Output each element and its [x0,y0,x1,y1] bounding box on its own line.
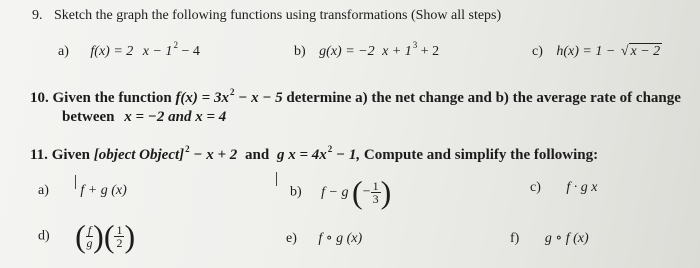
q10-line1 [30,87,681,107]
q11b-fraction [371,180,381,205]
q9b-exp: 3 [412,40,418,50]
q11b-sign: − [362,184,371,200]
q11-and: and [245,147,270,163]
q10-between: between [62,109,115,125]
q9a-expr: f(x) = 2 [90,44,134,59]
q9a-mid: x − 1 [142,44,173,59]
q9a-label: a) [58,44,69,59]
q9a-exp: 2 [173,40,178,50]
q9b-mid: x + 1 [382,44,412,59]
q11e [286,230,362,247]
q11d-num1: f [87,223,92,237]
q10-post: determine a) the net change and b) the average rate of change [286,90,681,106]
q11-f-tail: − x + 2 [189,147,238,163]
q9-text: Sketch the graph the following functions using transformations (Show all steps) [54,8,502,23]
q11c-label: c) [530,180,541,195]
q10-func: f(x) = 3x [175,90,229,106]
q10-pre: Given the function [52,90,172,106]
q9a [58,40,200,60]
q11-f-exp: 2 [185,144,190,154]
q9b-expr: g(x) = −2 [319,44,375,59]
q11b-expr: f − g [321,184,349,200]
pen-mark [276,172,277,186]
q10-range: x = −2 and x = 4 [124,109,227,125]
q11f-label: f) [510,231,520,246]
q11c-expr: f · g x [566,180,598,195]
q11-g-exp: 2 [327,144,333,154]
q10-number: 10. [30,90,49,106]
q11d-frac2 [114,224,124,249]
q11b-den: 3 [372,192,379,206]
q11a [38,183,127,199]
q11b-label: b) [290,184,302,200]
q11-number: 11. [30,147,48,163]
q10-func-tail: − x − 5 [234,90,283,106]
q11-g: g x = 4x [276,147,327,163]
q11f [510,230,589,247]
q11e-label: e) [286,231,297,246]
q11d-num2: 1 [116,223,123,237]
q11a-label: a) [38,183,49,198]
q11d: d) ( $\frac{f}{g}$ )( $\frac{1}{2}$ ) [38,218,136,254]
q9c-label: c) [532,44,543,59]
q9a-tail: − 4 [177,44,200,59]
q9-number: 9. [32,8,43,23]
q11b-num: 1 [372,179,379,193]
q9b-label: b) [294,44,306,59]
q11d-label: d) [38,228,50,244]
q9c: c) h(x) = 1 − √ x − 2 [532,44,661,59]
q11d-den2: 2 [116,236,123,250]
q11-pre: Given [51,147,91,163]
q11b: b) f − g (− $\frac{1}{3}$ ) [290,174,392,210]
q9c-expr: h(x) = 1 − [556,44,616,59]
q10-exp: 2 [229,87,235,97]
q11f-expr: g ∘ f (x) [544,231,589,246]
q9b-tail: + 2 [417,44,440,59]
q10-line2 [62,109,226,126]
q11d-den1: g [86,236,93,250]
q11-line [30,144,599,164]
q11e-expr: f ∘ g (x) [318,231,363,246]
q11-g-tail: − 1, [332,147,361,163]
q11-post: Compute and simplify the following: [363,147,599,163]
q9b [294,40,440,60]
q11-f: [object Object] [93,147,185,163]
q11c [530,180,598,196]
q11a-expr: f + g (x) [80,183,127,198]
q9c-radicand: x − 2 [630,44,661,59]
q9-line [32,8,501,24]
